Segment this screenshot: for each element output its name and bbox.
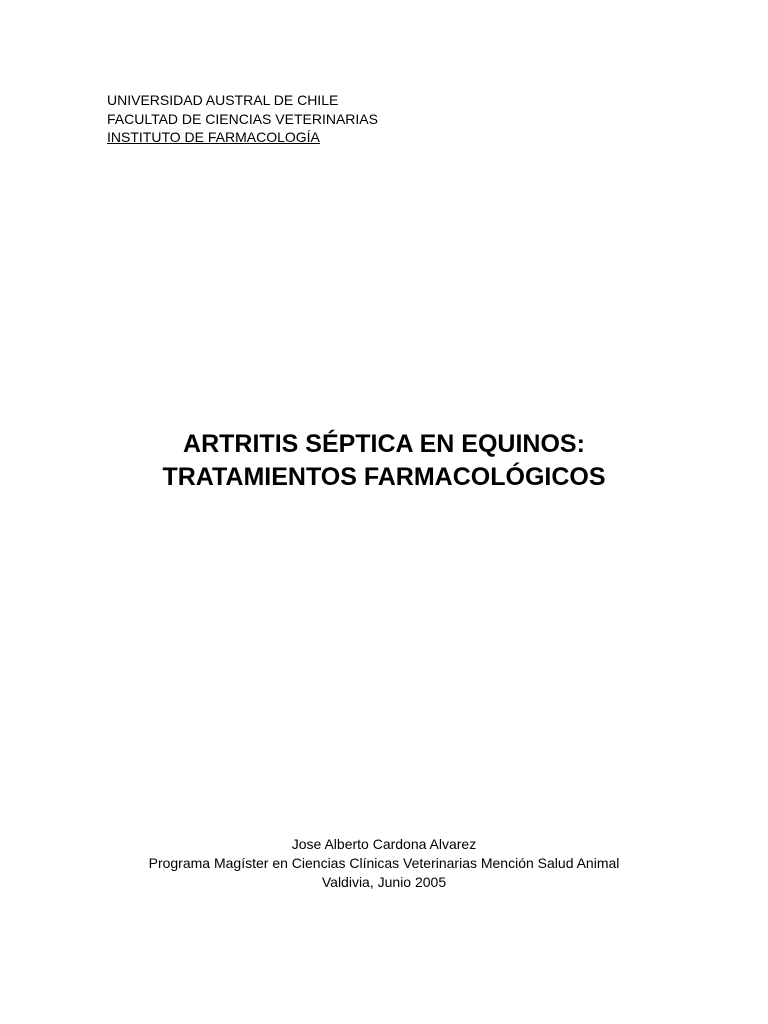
title-line-2: TRATAMIENTOS FARMACOLÓGICOS [162, 463, 606, 491]
title-line-1: ARTRITIS SÉPTICA EN EQUINOS: [183, 430, 585, 458]
institution-header [107, 91, 378, 147]
institute-name: INSTITUTO DE FARMACOLOGÍA [107, 129, 320, 145]
program-name: Programa Magíster en Ciencias Clínicas Veterinarias Mención Salud Animal [148, 855, 620, 871]
university-name: UNIVERSIDAD AUSTRAL DE CHILE [107, 92, 339, 108]
faculty-name: FACULTAD DE CIENCIAS VETERINARIAS [107, 110, 378, 127]
place-date: Valdivia, Junio 2005 [321, 874, 447, 890]
author-name: Jose Alberto Cardona Alvarez [291, 836, 477, 852]
document-title [0, 428, 768, 494]
author-block [0, 835, 768, 892]
